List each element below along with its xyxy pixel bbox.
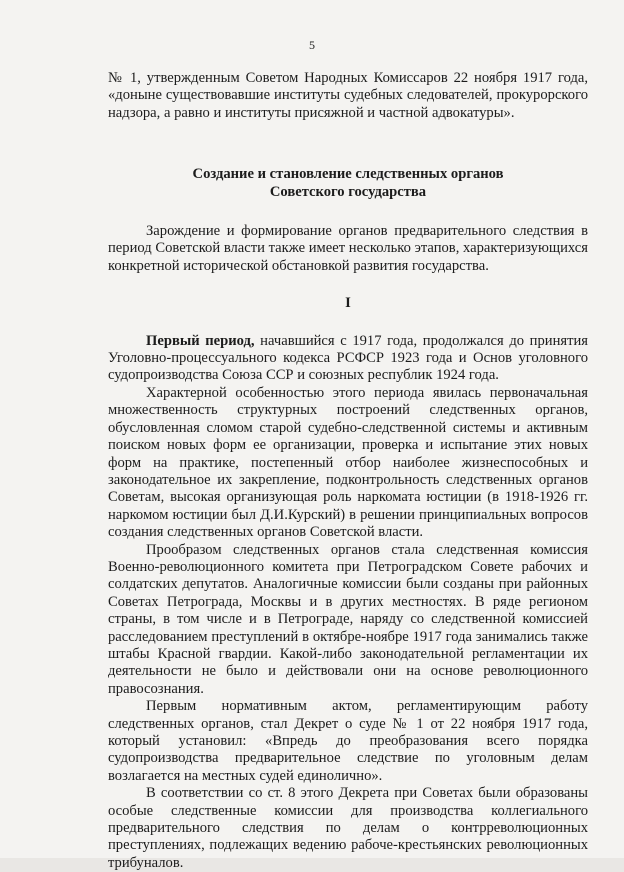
heading-line-2: Советского государства (269, 183, 427, 200)
heading-paragraph: Зарождение и формирование органов предварительного следствия в период Советской власти также имеет несколько этапов, характеризующихся конкретной исторической обстановкой развития государства. (108, 223, 588, 274)
page-number: 5 (309, 38, 315, 52)
heading-line-1: Создание и становление следственных органов (192, 166, 504, 183)
page-content (108, 70, 588, 872)
body-paragraph: В соответствии со ст. 8 этого Декрета при Советах были образованы особые следственные комиссии для производства коллегиального предварительного следствия по делам о контрреволюционных преступлениях, подлежащих ведению рабоче-крестьянских революционных трибуналов. (108, 785, 588, 871)
body-paragraph: Первым нормативным актом, регламентирующим работу следственных органов, стал Декрет о суде № 1 от 22 ноября 1917 года, который установил: «Впредь до преобразования всего порядка судопроизводства предварительное следствие по уголовным делам возлагается на местных судей единолично». (108, 698, 588, 784)
body-paragraph: Прообразом следственных органов стала следственная комиссия Военно-революционного комитета при Петроградском Совете рабочих и солдатских депутатов. Аналогичные комиссии были созданы при районных Советах Петрограда, Москвы и в других местностях. В ряде регионом страны, в том числе и в Петрограде, наряду со следственной комиссией расследованием преступлений в октябре-ноябре 1917 года занимались также штабы Красной гвардии. Какой-либо законодательной регламентации их деятельности не было и действовали они на основе революционного правосознания. (108, 541, 588, 697)
section-numeral: I (345, 295, 351, 312)
first-period-text: начавшийся с 1917 года, продолжался до принятия Уголовно-процессуального кодекса РСФСР 1923 года и Основ уголовного судопроизводства Союза ССР и союзных республик 1924 года. (108, 332, 588, 384)
intro-paragraph: № 1, утвержденным Советом Народных Комиссаров 22 ноября 1917 года, «доныне существовавшие институты судебных следователей, прокурорского надзора, а равно и институты присяжной и частной адвокатуры». (108, 70, 588, 121)
section-heading (108, 166, 588, 201)
body-paragraph: Характерной особенностью этого периода явилась первоначальная множественность структурных построений следственных органов, обусловленная сломом старой судебно-следственной системы и активным поиском новых форм ее организации, проверка и испытание этих новых форм на практике, постепенный отбор наиболее жизнеспособных и законодательное их закрепление, подконтрольность следственных органов Советам, высокая организующая роль наркомата юстиции (в 1918-1926 гг. наркомом юстиции был Д.И.Курский) в решении принципиальных вопросов создания следственных органов Советской власти. (108, 384, 588, 541)
first-period-paragraph (108, 333, 588, 385)
first-period-lead: Первый период, (146, 332, 255, 349)
